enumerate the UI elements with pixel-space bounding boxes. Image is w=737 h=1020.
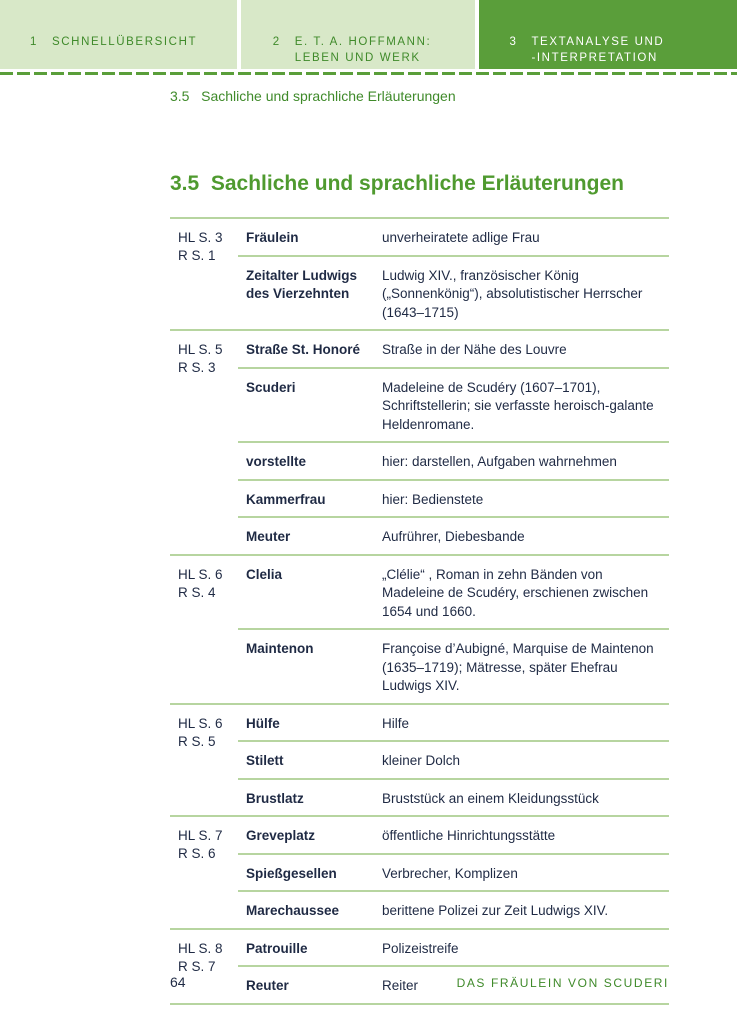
- glossary-term: vorstellte: [246, 454, 307, 469]
- tab-label: SCHNELLÜBERSICHT: [52, 36, 198, 48]
- glossary-row: [238, 331, 669, 367]
- glossary-group: [170, 705, 669, 818]
- glossary-explanation: Straße in der Nähe des Louvre: [382, 342, 567, 357]
- glossary-explanation: hier: Bedienstete: [382, 491, 484, 507]
- glossary-term: Hülfe: [246, 715, 280, 731]
- glossary-term: Scuderi: [246, 379, 296, 395]
- glossary-term: Fräulein: [246, 230, 299, 245]
- glossary-row: [238, 778, 669, 816]
- page-reference: HL S. 8 R S. 7: [178, 940, 223, 974]
- glossary-row: [238, 219, 669, 255]
- tab-label: E. T. A. HOFFMANN: LEBEN UND WERK: [294, 36, 432, 64]
- glossary-explanation: Verbrecher, Komplizen: [382, 865, 518, 881]
- dashed-divider: [0, 72, 737, 75]
- page-reference: HL S. 6 R S. 4: [178, 566, 223, 600]
- glossary-term: Stilett: [246, 753, 284, 768]
- glossary-explanation: öffentliche Hinrichtungsstätte: [382, 828, 556, 843]
- tab-schnelluebersicht[interactable]: [0, 0, 237, 69]
- glossary-row: [238, 740, 669, 778]
- glossary-entries: [238, 219, 669, 329]
- glossary-explanation: Ludwig XIV., französischer König („Sonnenkönig“), absolutistischer Herrscher (1643–1715): [382, 267, 643, 320]
- running-head: 3.5 Sachliche und sprachliche Erläuterungen: [170, 88, 456, 104]
- glossary-row: [238, 890, 669, 928]
- glossary-entries: [238, 930, 669, 1003]
- glossary-row: [238, 479, 669, 517]
- glossary-explanation: Hilfe: [382, 715, 410, 731]
- glossary-row: [238, 817, 669, 853]
- tab-textanalyse-active[interactable]: [479, 0, 737, 69]
- page-reference: HL S. 6 R S. 5: [178, 715, 223, 749]
- glossary-explanation: hier: darstellen, Aufgaben wahrnehmen: [382, 454, 617, 469]
- glossary-entries: [238, 705, 669, 816]
- glossary-explanation: berittene Polizei zur Zeit Ludwigs XIV.: [382, 903, 609, 918]
- page-reference: HL S. 3 R S. 1: [178, 230, 223, 263]
- glossary-term: Straße St. Honoré: [246, 342, 361, 357]
- glossary-row: [238, 705, 669, 741]
- glossary-row: [238, 516, 669, 554]
- page-reference: HL S. 7 R S. 6: [178, 828, 223, 861]
- glossary-entries: [238, 817, 669, 928]
- glossary-group: [170, 331, 669, 556]
- glossary-explanation: „Clélie“ , Roman in zehn Bänden von Madeleine de Scudéry, erschienen zwischen 1654 und 1660.: [382, 566, 649, 619]
- tab-number: 1: [30, 36, 38, 48]
- glossary-row: [238, 556, 669, 629]
- glossary-entries: [238, 556, 669, 703]
- page-number: 64: [170, 974, 186, 990]
- glossary-term: Kammerfrau: [246, 491, 326, 507]
- glossary-group: [170, 556, 669, 705]
- glossary-row: [238, 255, 669, 330]
- glossary-row: [238, 628, 669, 703]
- glossary-term: Spießgesellen: [246, 865, 337, 881]
- glossary-term: Clelia: [246, 566, 283, 582]
- page-reference: HL S. 5 R S. 3: [178, 342, 223, 375]
- glossary-group: [170, 817, 669, 930]
- glossary-group: [170, 219, 669, 331]
- glossary-term: Reuter: [246, 978, 289, 993]
- glossary-explanation: Françoise d’Aubigné, Marquise de Maintenon (1635–1719); Mätresse, später Ehefrau Ludwigs XIV.: [382, 641, 654, 693]
- glossary-term: Maintenon: [246, 641, 314, 656]
- glossary-explanation: kleiner Dolch: [382, 753, 461, 768]
- glossary-term: Patrouille: [246, 940, 308, 956]
- glossary-term: Marechaussee: [246, 903, 340, 918]
- glossary-entries: [238, 331, 669, 554]
- glossary-explanation: Reiter: [382, 978, 419, 993]
- glossary-term: Greveplatz: [246, 828, 316, 843]
- glossary-row: [238, 367, 669, 442]
- glossary-explanation: Bruststück an einem Kleidungsstück: [382, 790, 599, 806]
- chapter-tabs: [0, 0, 737, 69]
- tab-label: TEXTANALYSE UND -INTERPRETATION: [531, 36, 665, 64]
- glossary-term: Zeitalter Ludwigs des Vierzehnten: [246, 267, 358, 301]
- glossary-explanation: unverheiratete adlige Frau: [382, 230, 540, 245]
- glossary-term: Brustlatz: [246, 790, 304, 806]
- glossary-row: [238, 441, 669, 479]
- glossary-row: [238, 930, 669, 966]
- tab-number: 2: [272, 36, 281, 48]
- tab-number: 3: [509, 36, 518, 48]
- glossary-explanation: Aufrührer, Diebesbande: [382, 529, 525, 544]
- glossary-row: [238, 853, 669, 891]
- glossary-term: Meuter: [246, 529, 291, 544]
- glossary-explanation: Polizeistreife: [382, 940, 459, 956]
- tab-leben-und-werk[interactable]: [241, 0, 476, 69]
- glossary-table: [170, 217, 669, 1005]
- page-title: 3.5 Sachliche und sprachliche Erläuterungen: [170, 172, 624, 195]
- book-title: DAS FRÄULEIN VON SCUDERI: [456, 976, 669, 990]
- glossary-group: [170, 930, 669, 1005]
- glossary-explanation: Madeleine de Scudéry (1607–1701), Schriftstellerin; sie verfasste heroisch-galante Heldenromane.: [382, 379, 654, 432]
